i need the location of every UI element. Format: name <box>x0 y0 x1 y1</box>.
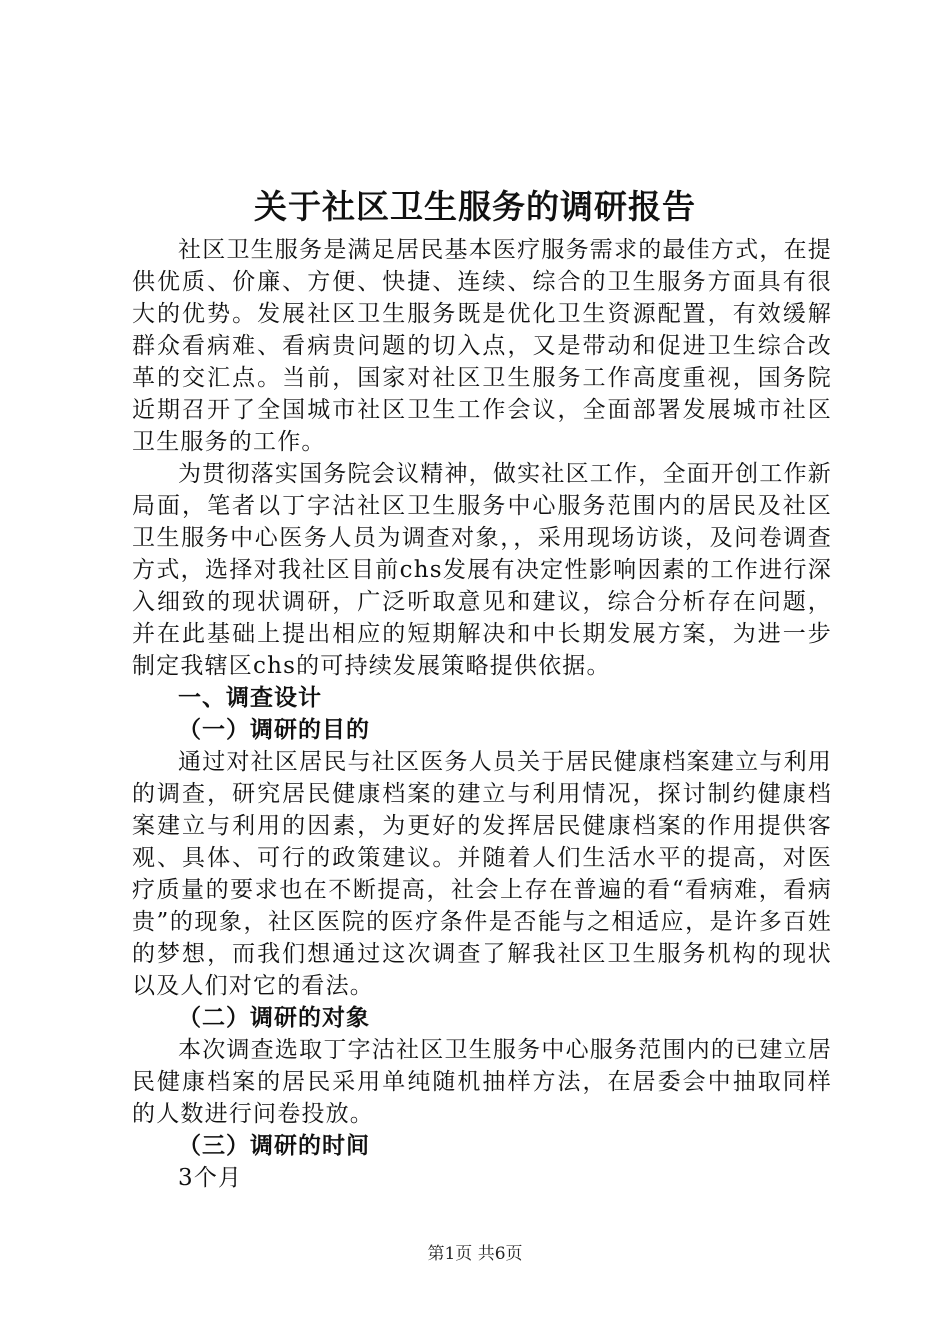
section-heading-survey-design: 一、调查设计 <box>178 685 322 711</box>
purpose-paragraph: 为贯彻落实国务院会议精神，做实社区工作，全面开创工作新局面，笔者以丁字沽社区卫生服务中心服务范围内的居民及社区卫生服务中心医务人员为调查对象，，采用现场访谈，及问卷调查方式，选择对我社区目前chs发展有决定性影响因素的工作进行深入细致的现状调研，广泛听取意见和建议，综合分析存在问题，并在此基础上提出相应的短期解决和中长期发展方案，为进一步制定我辖区chs的可持续发展策略提供依据。 <box>132 461 832 679</box>
subsection-heading-duration: （三）调研的时间 <box>178 1133 370 1159</box>
subsection-heading-objective: （一）调研的目的 <box>178 717 370 743</box>
document-title: 关于社区卫生服务的调研报告 <box>254 187 696 226</box>
subjects-paragraph: 本次调查选取丁字沽社区卫生服务中心服务范围内的已建立居民健康档案的居民采用单纯随机抽样方法，在居委会中抽取同样的人数进行问卷投放。 <box>132 1037 832 1127</box>
duration-paragraph: 3个月 <box>178 1165 243 1191</box>
intro-paragraph: 社区卫生服务是满足居民基本医疗服务需求的最佳方式，在提供优质、价廉、方便、快捷、连续、综合的卫生服务方面具有很大的优势。发展社区卫生服务既是优化卫生资源配置，有效缓解群众看病难、看病贵问题的切入点，又是带动和促进卫生综合改革的交汇点。当前，国家对社区卫生服务工作高度重视，国务院近期召开了全国城市社区卫生工作会议，全面部署发展城市社区卫生服务的工作。 <box>132 237 832 455</box>
page-footer: 第1页 共6页 <box>427 1244 523 1264</box>
objective-paragraph: 通过对社区居民与社区医务人员关于居民健康档案建立与利用的调查，研究居民健康档案的建立与利用情况，探讨制约健康档案建立与利用的因素，为更好的发挥居民健康档案的作用提供客观、具体、可行的政策建议。并随着人们生活水平的提高，对医疗质量的要求也在不断提高，社会上存在普遍的看“看病难，看病贵”的现象，社区医院的医疗条件是否能与之相适应，是许多百姓的梦想，而我们想通过这次调查了解我社区卫生服务机构的现状以及人们对它的看法。 <box>132 749 832 999</box>
subsection-heading-subjects: （二）调研的对象 <box>178 1005 370 1031</box>
document-body <box>132 234 832 1194</box>
